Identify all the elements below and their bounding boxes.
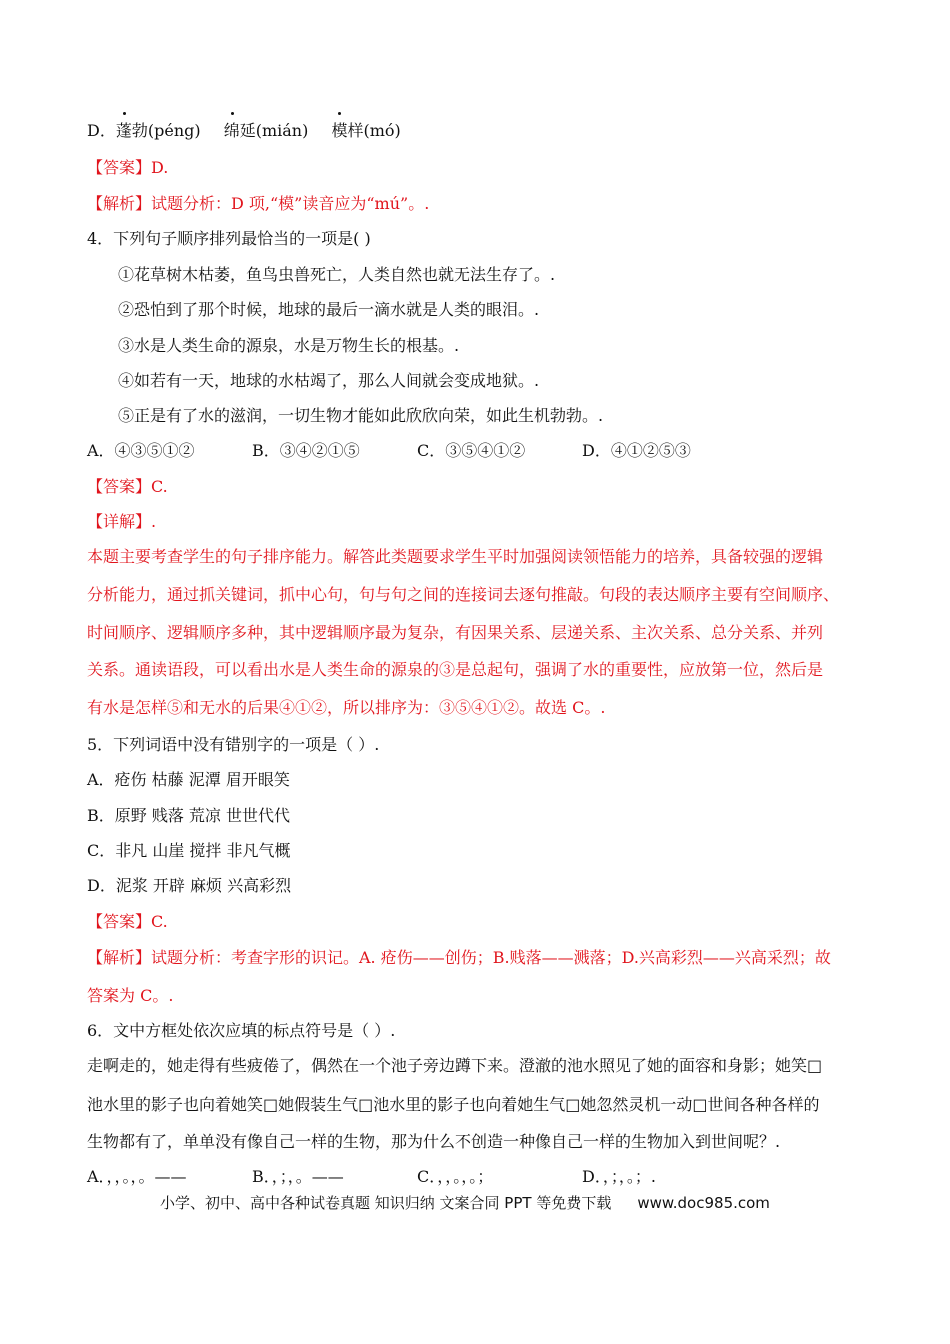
q6-passage-line-3: 生物都有了，单单没有像自己一样的生物，那为什么不创造一种像自己一样的生物加入到世间呢？. <box>87 1132 781 1151</box>
q6-passage-line-2: 池水里的影子也向着她笑□她假装生气□池水里的影子也向着她生气□她忽然灵机一动□世间各种各样的 <box>87 1095 820 1114</box>
q6-option-c: C．，，。，。； <box>417 1167 494 1186</box>
q4-detail-line-4: 关系。通读语段，可以看出水是人类生命的源泉的③是总起句，强调了水的重要性，应放第一位，然后是 <box>87 660 824 679</box>
q4-detail-line-5: 有水是怎样⑤和无水的后果④①②，所以排序为：③⑤④①②。故选 C。. <box>87 698 606 717</box>
q6-question: 6．文中方框处依次应填的标点符号是（ ）. <box>87 1021 396 1040</box>
q3-answer: 【答案】D. <box>87 158 169 177</box>
q3-word1-dotted-char: 蓬 <box>116 118 132 141</box>
q3-word2-dotted-char: 绵 <box>224 118 240 141</box>
q4-sentence-2: ②恐怕到了那个时候，地球的最后一滴水就是人类的眼泪。. <box>118 300 540 319</box>
q5-question: 5．下列词语中没有错别字的一项是（ ）. <box>87 735 380 754</box>
q4-options <box>87 438 691 461</box>
q4-sentence-4: ④如若有一天，地球的水枯竭了，那么人间就会变成地狱。. <box>118 371 540 390</box>
q5-analysis-line-1: 【解析】试题分析：考查字形的识记。A. 疮伤——创伤；B.贱落——溅落；D.兴高彩烈——兴高采烈；故 <box>87 948 831 967</box>
q4-option-d: D．④①②⑤③ <box>582 441 691 460</box>
q4-detail-line-3: 时间顺序、逻辑顺序多种，其中逻辑顺序最为复杂，有因果关系、层递关系、主次关系、总分关系、并列 <box>87 623 824 642</box>
q3-word3-dotted-char: 模 <box>331 118 347 141</box>
q4-answer: 【答案】C. <box>87 477 168 496</box>
q5-option-b: B．原野 贱落 荒凉 世世代代 <box>87 806 291 825</box>
q3-option-d-prefix: D． <box>87 121 116 140</box>
q6-option-a: A．，，。，。—— <box>87 1167 187 1186</box>
q5-option-d: D．泥浆 开辟 麻烦 兴高彩烈 <box>87 876 292 895</box>
q3-analysis: 【解析】试题分析：D 项,“模”读音应为“mú”。. <box>87 194 430 213</box>
q5-answer: 【答案】C. <box>87 912 168 931</box>
footer-url-link[interactable]: www.doc985.com <box>637 1194 770 1212</box>
q6-option-b: B．，；，。—— <box>252 1167 344 1186</box>
q3-word2-rest: 延(mián) <box>239 121 309 140</box>
q4-sentence-1: ①花草树木枯萎，鱼鸟虫兽死亡，人类自然也就无法生存了。. <box>118 265 556 284</box>
q6-passage-line-1: 走啊走的，她走得有些疲倦了，偶然在一个池子旁边蹲下来。澄澈的池水照见了她的面容和身影；她笑□ <box>87 1056 823 1075</box>
q3-word3-rest: 样(mó) <box>347 121 401 140</box>
q5-option-a: A．疮伤 枯藤 泥潭 眉开眼笑 <box>87 770 290 789</box>
q4-option-c: C．③⑤④①② <box>417 441 526 460</box>
q4-question: 4．下列句子顺序排列最恰当的一项是( ) <box>87 229 371 248</box>
page-footer <box>160 1192 770 1213</box>
q4-sentence-3: ③水是人类生命的源泉，水是万物生长的根基。. <box>118 336 460 355</box>
q4-sentence-5: ⑤正是有了水的滋润，一切生物才能如此欣欣向荣，如此生机勃勃。. <box>118 406 604 425</box>
q4-option-a: A．④③⑤①② <box>87 441 195 460</box>
footer-text: 小学、初中、高中各种试卷真题 知识归纳 文案合同 PPT 等免费下载 <box>160 1194 612 1212</box>
q3-option-d <box>87 118 401 141</box>
q5-option-c: C．非凡 山崖 搅拌 非凡气概 <box>87 841 291 860</box>
q4-detail-line-1: 本题主要考查学生的句子排序能力。解答此类题要求学生平时加强阅读领悟能力的培养，具备较强的逻辑 <box>87 547 824 566</box>
q4-option-b: B．③④②①⑤ <box>252 441 360 460</box>
q4-detail-line-2: 分析能力，通过抓关键词，抓中心句，句与句之间的连接词去逐句推敲。句段的表达顺序主要有空间顺序、 <box>87 585 840 604</box>
q4-detail-title: 【详解】. <box>87 512 157 531</box>
q5-analysis-line-2: 答案为 C。. <box>87 986 174 1005</box>
q3-word1-rest: 勃(péng) <box>131 121 201 140</box>
q6-option-d: D．，；，。；. <box>582 1167 656 1186</box>
q6-options <box>87 1164 656 1187</box>
